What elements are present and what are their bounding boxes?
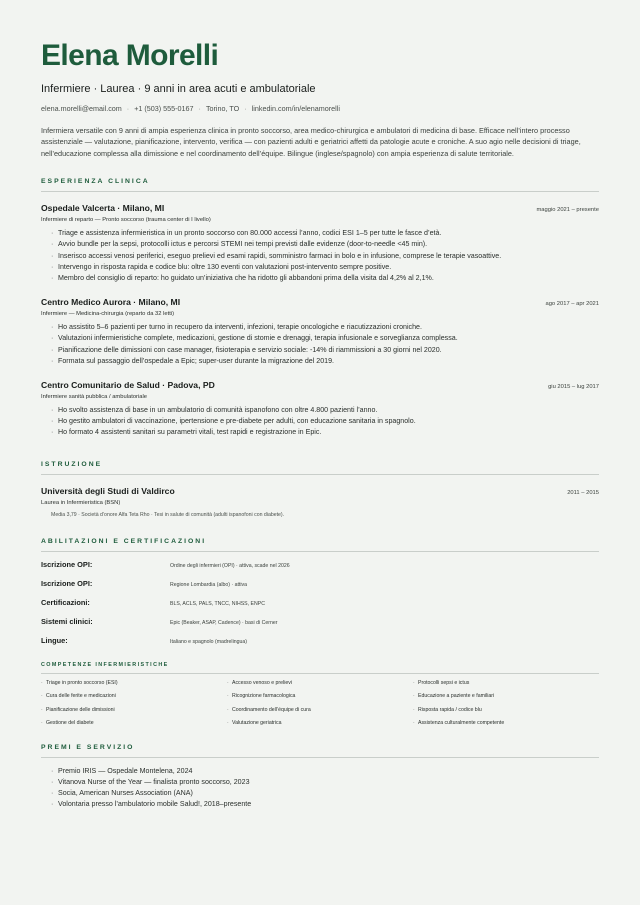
bullet: · Formata sul passaggio dell’ospedale a Epic; super-user durante la migrazione del 2019. (51, 356, 599, 367)
education-entry (41, 486, 599, 518)
bullet: · Ho assistito 5–6 pazienti per turno in recupero da interventi, infezioni, terapie oncologiche e riacutizzazioni croniche. (51, 322, 599, 333)
competency-item: · Coordinamento dell’équipe di cura (227, 707, 413, 721)
section-title-awards: PREMI E SERVIZIO (41, 743, 135, 751)
awards-list (41, 766, 599, 811)
job-dates: ago 2017 – apr 2021 (545, 301, 599, 308)
email[interactable]: elena.morelli@email.com (41, 104, 122, 113)
license-list (41, 560, 599, 655)
award-item: · Premio IRIS — Ospedale Montelena, 2024 (51, 766, 599, 777)
bullet: · Intervengo in risposta rapida e codice blu: oltre 130 eventi con valutazioni post-intervento sempre positive. (51, 262, 599, 273)
competency-item: · Protocolli sepsi e ictus (413, 680, 599, 694)
job-bullets (41, 322, 599, 367)
job-bullets (41, 228, 599, 284)
job-entry (41, 203, 599, 284)
separator: · (126, 104, 130, 113)
bullet: · Avvio bundle per la sepsi, protocolli ictus e percorsi STEMI nei tempi previsti dalle evidenze (door-to-needle <45 min). (51, 239, 599, 250)
award-item: · Volontaria presso l’ambulatorio mobile Salud!, 2018–presente (51, 799, 599, 810)
education-details: Media 3,79 · Società d’onore Alfa Teta Rho · Tesi in salute di comunità (adulti ispanofoni con diabete). (51, 511, 285, 518)
job-role: Infermiere di reparto — Pronto soccorso (trauma center di I livello) (41, 217, 211, 224)
separator: · (244, 104, 247, 113)
license-value: Regione Lombardia (albo) · attiva (170, 581, 247, 588)
competency-item: · Gestione del diabete (41, 720, 227, 734)
job-employer: Centro Medico Aurora · Milano, MI (41, 297, 181, 308)
license-label: Iscrizione OPI: (41, 559, 93, 569)
phone: +1 (503) 555-0167 (134, 104, 194, 113)
competency-item: · Accesso venoso e prelievi (227, 680, 413, 694)
competency-item: · Valutazione geriatrica (227, 720, 413, 734)
section-title-licenses: ABILITAZIONI E CERTIFICAZIONI (41, 537, 207, 545)
bullet: · Ho gestito ambulatori di vaccinazione, ipertensione e pre-diabete per adulti, con educazione sanitaria in spagnolo. (51, 416, 599, 427)
license-value: Ordine degli infermieri (OPI) · attiva, scade nel 2026 (170, 562, 290, 569)
bullet: · Ho svolto assistenza di base in un ambulatorio di comunità ispanofono con oltre 4.800 pazienti l’anno. (51, 405, 599, 416)
competency-item: · Risposta rapida / codice blu (413, 707, 599, 721)
bullet: · Inserisco accessi venosi periferici, eseguo prelievi ed esami rapidi, somministro farmaci in bolo e in infusione, comprese le terapie vasoattive. (51, 251, 599, 262)
bullet: · Valutazioni infermieristiche complete, medicazioni, gestione di stomie e drenaggi, terapia infusionale e sorveglianza complessa. (51, 333, 599, 344)
license-row (41, 598, 599, 617)
section-title-education: ISTRUZIONE (41, 460, 103, 468)
job-role: Infermiere sanità pubblica / ambulatoriale (41, 394, 148, 401)
bullet: · Pianificazione delle dimissioni con case manager, fisioterapia e servizio sociale: -14% di riammissioni a 30 giorni nel 2020. (51, 345, 599, 356)
headline: Infermiere · Laurea · 9 anni in area acuti e ambulatoriale (41, 83, 316, 95)
job-dates: maggio 2021 – presente (536, 207, 599, 214)
license-row (41, 617, 599, 636)
job-entry (41, 297, 599, 367)
bullet: · Ho formato 4 assistenti sanitari su parametri vitali, test rapidi e registrazione in Epic. (51, 427, 599, 438)
competency-item: · Triage in pronto soccorso (ESI) (41, 680, 227, 694)
license-row (41, 560, 599, 579)
license-value: Italiano e spagnolo (madrelingua) (170, 638, 247, 645)
license-label: Certificazioni: (41, 597, 90, 607)
license-value: Epic (Beaker, ASAP, Cadence) · basi di Cerner (170, 619, 278, 626)
competency-item: · Educazione a paziente e familiari (413, 693, 599, 707)
bullet: · Membro del consiglio di reparto: ho guidato un’iniziativa che ha ridotto gli abbandoni prima della visita dal 4,2% al 2,1%. (51, 273, 599, 284)
bullet: · Triage e assistenza infermieristica in un pronto soccorso con 80.000 accessi l’anno, codici ESI 1–5 per tutte le fasce d’età. (51, 228, 599, 239)
license-value: BLS, ACLS, PALS, TNCC, NIHSS, ENPC (170, 600, 265, 607)
degree: Laurea in Infermieristica (BSN) (41, 499, 121, 506)
license-row (41, 636, 599, 655)
competency-item: · Ricognizione farmacologica (227, 693, 413, 707)
separator: · (198, 104, 201, 113)
job-dates: giu 2015 – lug 2017 (548, 384, 599, 391)
divider (41, 191, 599, 192)
license-row (41, 579, 599, 598)
job-employer: Centro Comunitario de Salud · Padova, PD (41, 380, 215, 391)
linkedin-link[interactable]: linkedin.com/in/elenamorelli (251, 104, 340, 113)
award-item: · Vitanova Nurse of the Year — finalista pronto soccorso, 2023 (51, 777, 599, 788)
divider (41, 551, 599, 552)
license-label: Lingue: (41, 635, 68, 645)
license-label: Sistemi clinici: (41, 616, 93, 626)
section-title-experience: ESPERIENZA CLINICA (41, 178, 150, 186)
section-title-competencies: COMPETENZE INFERMIERISTICHE (41, 661, 169, 668)
contact-line (41, 104, 599, 113)
divider (41, 673, 599, 674)
divider (41, 757, 599, 758)
job-entry (41, 380, 599, 439)
competency-item: · Pianificazione delle dimissioni (41, 707, 227, 721)
competency-grid (41, 680, 599, 734)
candidate-name: Elena Morelli (41, 39, 219, 72)
job-bullets (41, 405, 599, 439)
competency-item: · Cura delle ferite e medicazioni (41, 693, 227, 707)
education-dates: 2011 – 2015 (567, 489, 599, 496)
location: Torino, TO (205, 104, 240, 113)
job-role: Infermiere — Medicina-chirurgia (reparto da 32 letti) (41, 311, 175, 318)
competency-item: · Assistenza culturalmente competente (413, 720, 599, 734)
divider (41, 474, 599, 475)
awards-section (41, 744, 599, 811)
summary: Infermiera versatile con 9 anni di ampia esperienza clinica in pronto soccorso, area medico-chirurgica e ambulatori di medicina di base. Efficace nell’intero processo assistenziale — valutazione, pianificazione, intervento, verifica — con pazienti adulti e geriatrici affetti da patologie acute e croniche. A suo agio nelle decisioni di triage, nell’educazione complessa alla dimissione e nel coordinamento dell’équipe. Bilingue (inglese/spagnolo) con ampia esperienza di salute territoriale. (41, 126, 581, 158)
job-employer: Ospedale Valcerta · Milano, MI (41, 203, 165, 214)
award-item: · Socia, American Nurses Association (ANA) (51, 788, 599, 799)
school-name: Università degli Studi di Valdirco (41, 485, 175, 496)
license-label: Iscrizione OPI: (41, 578, 93, 588)
